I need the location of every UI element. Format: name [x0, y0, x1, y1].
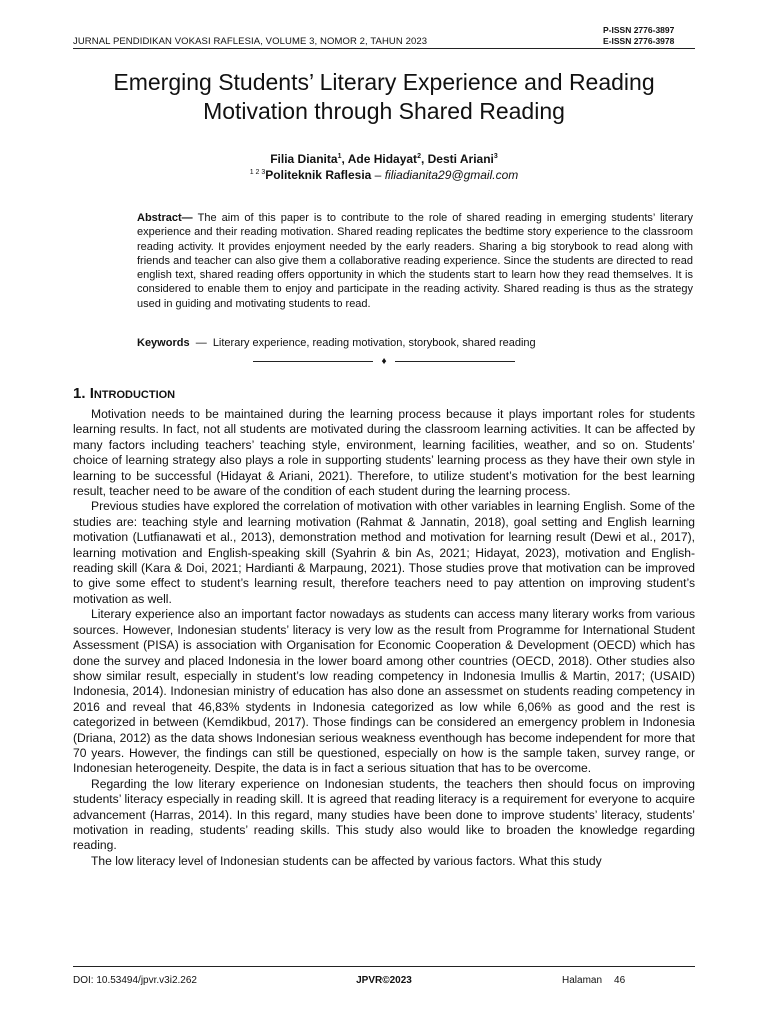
author-list: [0, 152, 768, 166]
author-1: Filia Dianita: [270, 152, 338, 166]
page-label: Halaman: [562, 975, 603, 986]
abstract: [137, 211, 693, 311]
pissn: P-ISSN 2776-3897: [603, 25, 675, 35]
eissn: E-ISSN 2776-3978: [603, 36, 675, 46]
page-number: 46: [614, 975, 626, 986]
affiliation: [0, 168, 768, 182]
section-heading: [73, 385, 175, 402]
keywords: [137, 337, 693, 349]
keywords-dash: —: [189, 337, 213, 349]
author-sep: ,: [420, 152, 428, 166]
abstract-text: The aim of this paper is to contribute to the role of shared reading in emerging students’ literary experience and their reading motivation. Shared reading replicates the bedtime story experience to the classroom reading activity. It provides enjoyment needed by the early readers. Sharing a big storybook to read along with friends and teacher can also give them a collaborative reading experience. Since the students are directed to read english text, shared reading offers opportunity in which the students start to learn how they read themselves. It is considered to enable them to enjoy and participate in the reading activity. Shared reading is thus as the strategy used in guiding and motivating students to read.: [137, 212, 693, 310]
doi: DOI: 10.53494/jpvr.v3i2.262: [73, 975, 197, 986]
divider-line-right: [395, 361, 515, 362]
author-1-sup: 1: [337, 153, 342, 160]
issn-block: [603, 25, 674, 47]
section-title: Introduction: [89, 385, 176, 402]
paragraph: Regarding the low literary experience on Indonesian students, the teachers then should focus on improving students’ literacy especially in reading skill. It is agreed that reading literacy is a requirement for everyone to acquire advancement (Harras, 2014). In this regard, many studies have been done to improve students’ literacy, students’ motivation in reading, students’ reading skills. This study also would like to broaden the knowledge regarding reading.: [73, 776, 695, 853]
institution: Politeknik Raflesia: [265, 168, 372, 182]
author-2: Ade Hidayat: [347, 152, 418, 166]
paragraph: Literary experience also an important factor nowadays as students can access many literary works from various sources. However, Indonesian students’ literacy is very low as the result from Programme for International Student Assessment (PISA) is association with Organisation for Economic Cooperation & Development (OECD) which has done the survey and placed Indonesia in the lower board among other countries (OECD, 2018). Other studies also show similar result, especially in student’s low reading competency in Indonesia Imullis & Martin, 2017; (USAID) Indonesia, 2014). Indonesian ministry of education has also done an assessmet on students reading competency in 2016 and reveal that 46,83% stydents in Indonesia categorized as low while 6,06% as good and the rest is categorized in between (Kemdikbud, 2017). Those findings can be considered an emergency problem in Indonesia (Driana, 2012) as the data shows Indonesian serious weakness eventhough has become independent for more that 70 years. However, the findings can still be questioned, especially on how is the sample taken, survey range, or Indonesian heterogeneity. Despite, the data is in fact a serious situation that has to be overcome.: [73, 607, 695, 776]
journal-header: JURNAL PENDIDIKAN VOKASI RAFLESIA, VOLUME 3, NOMOR 2, TAHUN 2023: [73, 36, 428, 47]
paragraph: The low literacy level of Indonesian students can be affected by various factors. What this study: [91, 853, 602, 868]
paragraph: Motivation needs to be maintained during the learning process because it plays important roles for students learning results. In fact, not all students are motivated during the classroom learning activities. It can be affected by many factors including teachers’ teaching style, environment, learning facilities, weather, and so on. Students’ choice of learning strategy also plays a role in supporting students’ learning process as they have their own style in learning to be successful (Hidayat & Ariani, 2021). Therefore, to utilize student’s motivation for the best learning result, teacher need to be aware of the condition of each student during the learning process.: [73, 407, 695, 499]
footer-journal: JPVR©2023: [356, 975, 412, 986]
keywords-text: Literary experience, reading motivation, storybook, shared reading: [212, 337, 536, 349]
author-email: filiadianita29@gmail.com: [384, 168, 519, 182]
page-indicator: [562, 975, 625, 986]
divider-line-left: [253, 361, 373, 362]
section-divider: [0, 356, 768, 367]
keywords-label: Keywords: [137, 337, 190, 349]
author-sep: ,: [341, 152, 348, 166]
author-2-sup: 2: [417, 153, 421, 160]
author-3: Desti Ariani: [427, 152, 494, 166]
affiliation-sup: 1 2 3: [249, 169, 266, 176]
author-3-sup: 3: [493, 153, 498, 160]
diamond-icon: ♦: [381, 356, 387, 367]
body-text: [73, 407, 695, 869]
paragraph: Previous studies have explored the correlation of motivation with other variables in learning English. Some of the studies are: teaching style and learning motivation (Rahmat & Jannatin, 2018), goal setting and English learning motivation (Lutfianawati et al., 2013), demonstration method and motivation for learning result (Dewi et al., 2017), learning motivation and English-speaking skill (Syahrin & bin As, 2021; Hidayat, 2023), motivation and English-reading skill (Kara & Doi, 2021; Hardianti & Marpaung, 2021). Those studies prove that motivation can be improved to give some effect to student’s learning result, therefore teachers need to pay attention on improving student’s motivation as well.: [73, 499, 695, 606]
abstract-label: Abstract: [137, 212, 182, 224]
abstract-dash: —: [181, 212, 198, 224]
footer-rule: [73, 966, 695, 967]
paper-title: Emerging Students’ Literary Experience and Reading Motivation through Shared Reading: [113, 69, 655, 124]
section-number: 1.: [73, 385, 90, 402]
header-rule: [73, 48, 695, 49]
affiliation-dash: –: [371, 168, 385, 182]
